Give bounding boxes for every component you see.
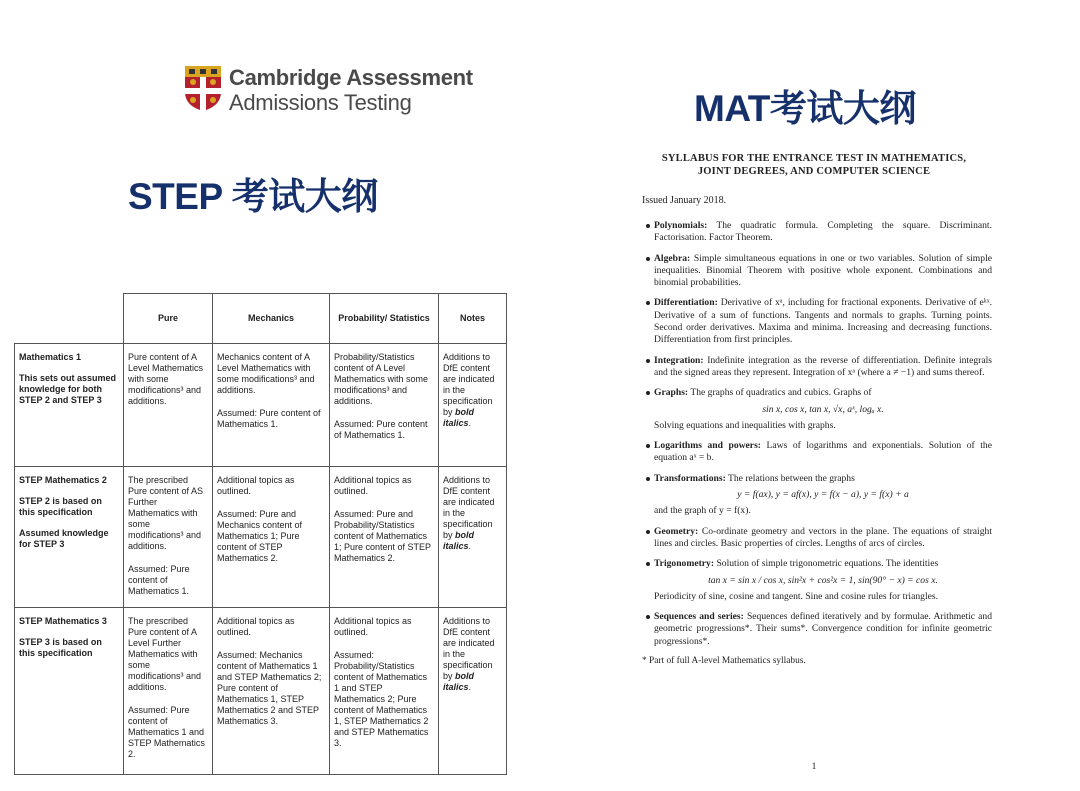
pure-content: The prescribed Pure content of A Level Further Mathematics with some modifications³ and additions.	[128, 616, 202, 692]
notes-end: .	[468, 418, 472, 428]
table-row	[15, 467, 507, 608]
probability-content: Additional topics as outlined.	[334, 475, 412, 496]
pure-content: The prescribed Pure content of AS Further Mathematics with some modifications³ and additions.	[128, 475, 204, 551]
notes-end: .	[468, 682, 472, 692]
syllabus-list	[628, 220, 1000, 648]
issued-date: Issued January 2018.	[642, 195, 727, 206]
item-formula: sin x, cos x, tan x, √x, aˣ, logₐ x.	[762, 403, 884, 415]
item-text: Sequences defined iteratively and by formulae. Arithmetic and geometric progressions*. Their sums*. Convergence condition for infinite geometric progressions*.	[654, 611, 992, 647]
item-text: Derivative of xᵃ, including for fractional exponents. Derivative of eᵏˣ. Derivative of a sum of functions. Tangents and normals to graphs. Turning points. Second order derivatives. Maxima and minima. Increasing and decreasing functions. Differentiation from first principles.	[654, 297, 992, 346]
item-tail: Periodicity of sine, cosine and tangent. Sine and cosine rules for triangles.	[654, 590, 939, 602]
row-description: STEP 2 is based on this specification	[19, 496, 102, 517]
mat-syllabus-document	[628, 152, 1000, 782]
row-name: STEP Mathematics 3	[19, 616, 107, 626]
mechanics-assumed: Assumed: Mechanics content of Mathematics 1 and STEP Mathematics 2; Pure content of Mathematics 1, STEP Mathematics 2 and STEP Mathematics 3.	[217, 650, 322, 726]
notes-cell	[439, 344, 507, 467]
notes-bold-italics: bold italics	[443, 407, 475, 428]
item-text: Solution of simple trigonometric equations. The identities	[716, 558, 939, 570]
item-label: Geometry:	[654, 525, 699, 537]
pure-assumed: Assumed: Pure content of Mathematics 1 and STEP Mathematics 2.	[128, 705, 205, 759]
row-label-cell	[15, 467, 124, 608]
header-notes: Notes	[439, 294, 507, 344]
item-tail: Solving equations and inequalities with graphs.	[654, 419, 836, 431]
item-text: The relations between the graphs	[728, 472, 855, 484]
list-item	[628, 526, 1000, 551]
list-item	[628, 355, 1000, 380]
item-label: Logarithms and powers:	[654, 440, 761, 452]
pure-cell	[124, 608, 213, 775]
list-item	[628, 473, 1000, 518]
probability-assumed: Assumed: Probability/Statistics content of Mathematics 1 and STEP Mathematics 2; Pure content of Mathematics 1, STEP Mathematics 2 and STEP Mathematics 3.	[334, 650, 429, 748]
step-syllabus-title: STEP 考试大纲	[128, 176, 378, 217]
item-text: Simple simultaneous equations in one or two variables. Solution of simple inequalities. Binomial Theorem with positive whole exponent. Combinations and binomial probabilities.	[654, 252, 992, 289]
doc-heading-line-2: JOINT DEGREES, AND COMPUTER SCIENCE	[697, 166, 931, 177]
item-formula: y = f(ax), y = af(x), y = f(x − a), y = f(x) + a	[737, 489, 909, 501]
list-item	[628, 611, 1000, 648]
mechanics-assumed: Assumed: Pure and Mechanics content of Mathematics 1; Pure content of STEP Mathematics 2.	[217, 509, 303, 563]
mechanics-content: Additional topics as outlined.	[217, 616, 295, 637]
probability-content: Additional topics as outlined.	[334, 616, 412, 637]
pure-cell	[124, 467, 213, 608]
table-row	[15, 344, 507, 467]
doc-heading-line-1: SYLLABUS FOR THE ENTRANCE TEST IN MATHEMATICS,	[661, 153, 967, 164]
row-name: STEP Mathematics 2	[19, 475, 107, 485]
item-label: Polynomials:	[654, 220, 708, 231]
notes-cell	[439, 608, 507, 775]
notes-bold-italics: bold italics	[443, 671, 475, 692]
mechanics-cell	[213, 344, 330, 467]
probability-cell	[330, 344, 439, 467]
notes-cell	[439, 467, 507, 608]
row-description-2: Assumed knowledge for STEP 3	[19, 528, 109, 549]
step-specification-table	[14, 293, 507, 775]
mechanics-cell	[213, 608, 330, 775]
mechanics-cell	[213, 467, 330, 608]
mechanics-content: Mechanics content of A Level Mathematics with some modifications³ and additions.	[217, 352, 315, 395]
item-text: Indefinite integration as the reverse of differentiation. Definite integrals and the signed areas they represent. Integration of xᵃ (where a ≠ −1) and sums thereof.	[654, 354, 992, 378]
row-label-cell	[15, 344, 124, 467]
header-pure: Pure	[124, 294, 213, 344]
probability-content: Probability/Statistics content of A Level Mathematics with some modifications³ and additions.	[334, 352, 429, 406]
notes-text: Additions to DfE content are indicated in the specification by	[443, 475, 495, 540]
list-item	[628, 387, 1000, 432]
item-label: Algebra:	[654, 252, 691, 264]
probability-assumed: Assumed: Pure and Probability/Statistics content of Mathematics 1; Pure content of STEP Mathematics 2.	[334, 509, 431, 563]
cambridge-assessment-logo	[183, 64, 473, 116]
pure-content: Pure content of A Level Mathematics with some modifications³ and additions.	[128, 352, 204, 406]
item-text: Laws of logarithms and exponentials. Solution of the equation aˣ = b.	[654, 440, 992, 464]
notes-end: .	[468, 541, 472, 551]
list-item	[628, 253, 1000, 290]
item-label: Differentiation:	[654, 297, 718, 309]
header-mechanics: Mechanics	[213, 294, 330, 344]
mechanics-content: Additional topics as outlined.	[217, 475, 295, 496]
list-item	[628, 297, 1000, 346]
blank-corner-cell	[15, 294, 124, 344]
footnote: * Part of full A-level Mathematics syllabus.	[642, 656, 806, 667]
logo-line-1: Cambridge Assessment	[229, 65, 473, 90]
page-number: 1	[811, 762, 817, 772]
item-text: The graphs of quadratics and cubics. Graphs of	[690, 387, 872, 399]
probability-assumed: Assumed: Pure content of Mathematics 1.	[334, 419, 428, 440]
row-description: This sets out assumed knowledge for both STEP 2 and STEP 3	[19, 373, 117, 405]
row-description: STEP 3 is based on this specification	[19, 637, 102, 658]
probability-cell	[330, 467, 439, 608]
item-label: Sequences and series:	[654, 611, 744, 623]
notes-bold-italics: bold italics	[443, 530, 475, 551]
cambridge-crest-icon	[183, 64, 223, 112]
item-tail: and the graph of y = f(x).	[654, 505, 751, 517]
mechanics-assumed: Assumed: Pure content of Mathematics 1.	[217, 408, 321, 429]
notes-text: Additions to DfE content are indicated in the specification by	[443, 352, 495, 417]
item-label: Trigonometry:	[654, 558, 715, 570]
item-text: The quadratic formula. Completing the square. Discriminant. Factorisation. Factor Theorem.	[654, 220, 992, 244]
row-name: Mathematics 1	[19, 352, 82, 362]
item-label: Graphs:	[654, 387, 689, 399]
probability-cell	[330, 608, 439, 775]
list-item	[628, 440, 1000, 465]
item-text: Co-ordinate geometry and vectors in the plane. The equations of straight lines and circles. Basic properties of circles. Lengths of arcs of circles.	[654, 525, 992, 549]
pure-assumed: Assumed: Pure content of Mathematics 1.	[128, 564, 190, 596]
item-formula: tan x = sin x / cos x, sin²x + cos²x = 1, sin(90° − x) = cos x.	[708, 574, 938, 586]
table-header-row	[15, 294, 507, 344]
notes-text: Additions to DfE content are indicated in the specification by	[443, 616, 495, 681]
row-label-cell	[15, 608, 124, 775]
logo-line-2: Admissions Testing	[229, 90, 412, 115]
list-item	[628, 558, 1000, 603]
mat-syllabus-title: MAT考试大纲	[694, 88, 916, 129]
list-item	[628, 220, 1000, 245]
table-row	[15, 608, 507, 775]
item-label: Transformations:	[654, 472, 726, 484]
header-probability-statistics: Probability/ Statistics	[330, 294, 439, 344]
item-label: Integration:	[654, 354, 704, 366]
pure-cell	[124, 344, 213, 467]
